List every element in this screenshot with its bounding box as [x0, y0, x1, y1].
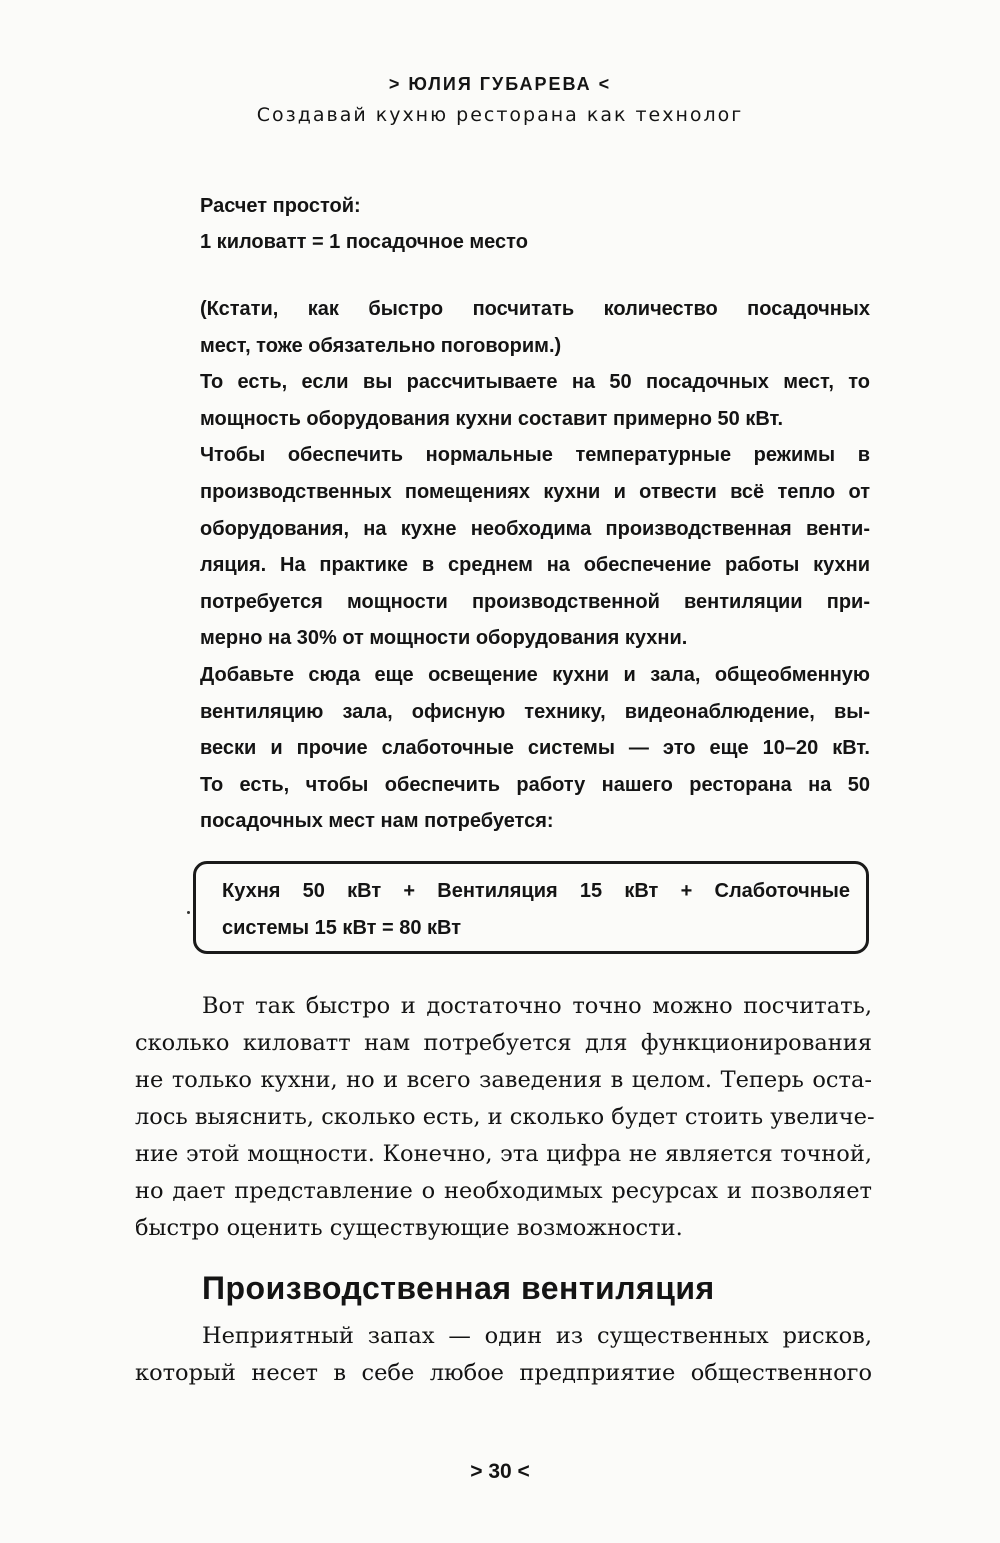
text-line: мощность оборудования кухни составит примерно 50 кВт. — [200, 407, 784, 430]
text-line: Неприятный запах — один из существенных рисков, — [202, 1323, 872, 1349]
text-line: Чтобы обеспечить нормальные температурные режимы в — [200, 444, 870, 467]
box-line: Кухня 50 кВт + Вентиляция 15 кВт + Слаботочные — [222, 880, 850, 902]
calc-intro — [200, 188, 528, 260]
calc-formula: 1 киловатт = 1 посадочное место — [200, 231, 528, 253]
margin-dot — [187, 911, 190, 914]
serif-paragraph — [135, 988, 875, 1247]
section-paragraph — [135, 1318, 872, 1392]
text-line: То есть, чтобы обеспечить работу нашего ресторана на 50 — [200, 773, 870, 796]
text-line: мест, тоже обязательно поговорим.) — [200, 334, 562, 357]
text-line: сколько киловатт нам потребуется для функционирования — [135, 1030, 872, 1056]
text-line: Вот так быстро и достаточно точно можно посчитать, — [202, 993, 872, 1019]
section-heading: Производственная вентиляция — [202, 1270, 715, 1306]
text-line: производственных помещениях кухни и отвести всё тепло от — [200, 480, 870, 503]
box-line: системы 15 кВт = 80 кВт — [222, 916, 461, 939]
running-header-book-title: Создавай кухню ресторана как технолог — [256, 104, 744, 126]
text-line: лось выяснить, сколько есть, и сколько будет стоить увеличе- — [135, 1104, 875, 1130]
calc-title: Расчет простой: — [200, 195, 361, 217]
text-line: но дает представление о необходимых ресурсах и позволяет — [135, 1178, 872, 1204]
bold-paragraph — [200, 291, 870, 840]
text-line: быстро оценить существующие возможности. — [135, 1215, 683, 1241]
text-line: посадочных мест нам потребуется: — [200, 810, 554, 833]
text-line: вески и прочие слаботочные системы — это еще 10–20 кВт. — [200, 737, 870, 760]
text-line: ляция. На практике в среднем на обеспечение работы кухни — [200, 554, 870, 577]
text-line: оборудования, на кухне необходима производственная венти- — [200, 517, 870, 540]
text-line: (Кстати, как быстро посчитать количество посадочных — [200, 298, 870, 320]
text-line: вентиляцию зала, офисную технику, видеонаблюдение, вы- — [200, 700, 870, 723]
calculation-box — [193, 861, 869, 954]
running-header-author: > ЮЛИЯ ГУБАРЕВА < — [388, 74, 612, 94]
text-line: потребуется мощности производственной вентиляции при- — [200, 590, 870, 613]
page-number: > 30 < — [470, 1460, 530, 1483]
text-line: не только кухни, но и всего заведения в целом. Теперь оста- — [135, 1067, 872, 1093]
text-line: мерно на 30% от мощности оборудования кухни. — [200, 627, 688, 650]
text-line: То есть, если вы рассчитываете на 50 посадочных мест, то — [200, 371, 870, 394]
text-line: ние этой мощности. Конечно, эта цифра не является точной, — [135, 1141, 872, 1167]
text-line: Добавьте сюда еще освещение кухни и зала, общеобменную — [200, 663, 870, 686]
text-line: который несет в себе любое предприятие общественного — [135, 1360, 872, 1386]
